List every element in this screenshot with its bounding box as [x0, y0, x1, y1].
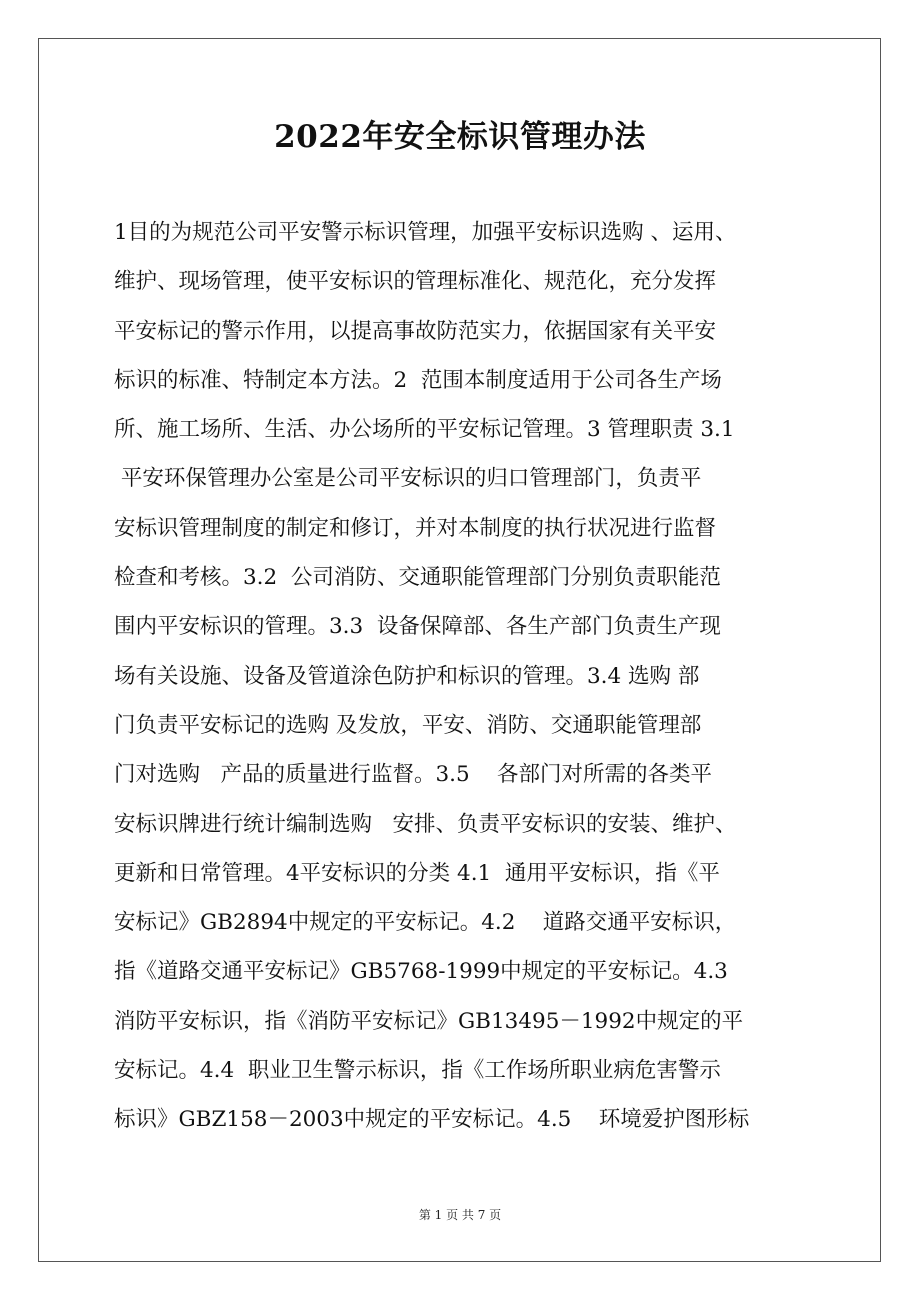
body-line: 安标识管理制度的制定和修订，并对本制度的执行状况进行监督	[114, 515, 717, 541]
body-line: 平安环保管理办公室是公司平安标识的归口管理部门，负责平	[114, 466, 702, 492]
body-line: 场有关设施、设备及管道涂色防护和标识的管理。3.4 选购 部	[114, 663, 700, 689]
body-line: 门负责平安标记的选购 及发放，平安、消防、交通职能管理部	[114, 712, 702, 738]
page-number-footer: 第 1 页 共 7 页	[418, 1208, 502, 1222]
body-line: 所、施工场所、生活、办公场所的平安标记管理。3 管理职责 3.1	[114, 417, 735, 443]
document-title: 2022年安全标识管理办法	[274, 119, 646, 155]
body-line: 维护、现场管理，使平安标识的管理标准化、规范化，充分发挥	[114, 269, 717, 295]
body-line: 门对选购 产品的质量进行监督。3.5 各部门对所需的各类平	[114, 762, 713, 788]
body-line: 标识的标准、特制定本方法。2 范围本制度适用于公司各生产场	[114, 367, 722, 393]
document-body	[114, 208, 834, 1145]
body-line: 检查和考核。3.2 公司消防、交通职能管理部门分别负责职能范	[114, 565, 721, 591]
body-line: 安标识牌进行统计编制选购 安排、负责平安标识的安装、维护、	[114, 811, 737, 837]
body-line: 安标记》GB2894中规定的平安标记。4.2 道路交通平安标识，	[114, 910, 737, 936]
body-line: 更新和日常管理。4平安标识的分类 4.1 通用平安标识，指《平	[114, 860, 720, 886]
body-line: 1目的为规范公司平安警示标识管理，加强平安标识选购 、运用、	[114, 220, 737, 245]
body-line: 安标记。4.4 职业卫生警示标识，指《工作场所职业病危害警示	[114, 1058, 721, 1084]
body-line: 平安标记的警示作用，以提高事故防范实力，依据国家有关平安	[114, 318, 717, 344]
body-line: 围内平安标识的管理。3.3 设备保障部、各生产部门负责生产现	[114, 614, 721, 640]
body-line: 消防平安标识，指《消防平安标记》GB13495－1992中规定的平	[114, 1008, 744, 1034]
body-line: 指《道路交通平安标记》GB5768-1999中规定的平安标记。4.3	[114, 959, 728, 985]
body-line: 标识》GBZ158－2003中规定的平安标记。4.5 环境爱护图形标	[114, 1107, 750, 1133]
